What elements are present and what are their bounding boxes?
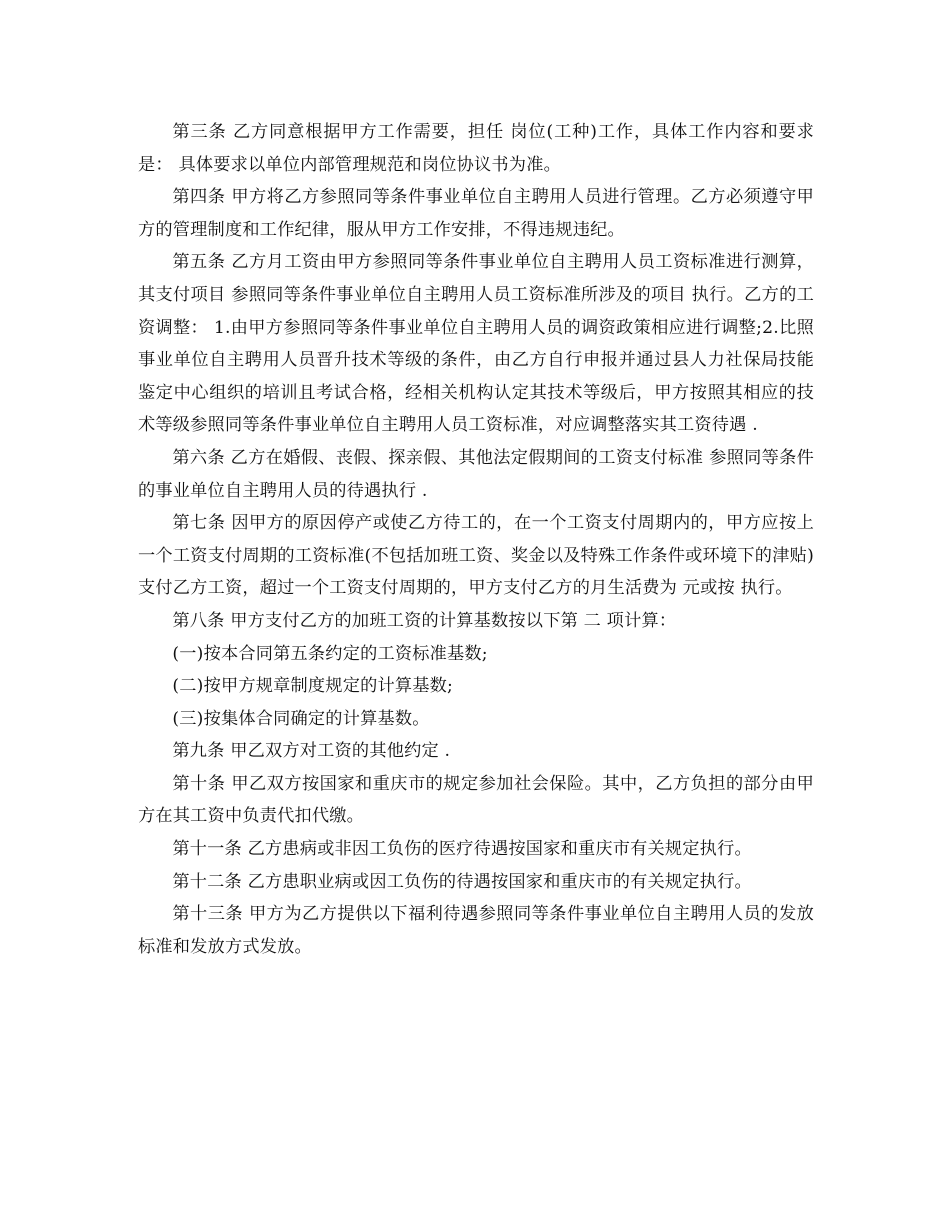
article-8-paragraph: 第八条 甲方支付乙方的加班工资的计算基数按以下第 二 项计算： bbox=[172, 610, 677, 631]
article-10-paragraph: 第十条 甲乙双方按国家和重庆市的规定参加社会保险。其中，乙方负担的部分由甲方在其工资中负责代扣代缴。 bbox=[138, 773, 814, 827]
article-6-paragraph: 第六条 乙方在婚假、丧假、探亲假、其他法定假期间的工资支付标准 参照同等条件的事业单位自主聘用人员的待遇执行 . bbox=[138, 447, 814, 501]
article-5-paragraph: 第五条 乙方月工资由甲方参照同等条件事业单位自主聘用人员工资标准进行测算，其支付项目 参照同等条件事业单位自主聘用人员工资标准所涉及的项目 执行。乙方的工资调整： 1.由甲方参照同等条件事业单位自主聘用人员的调资政策相应进行调整;2.比照事业单位自主聘用人员晋升技术等级的条件，由乙方自行申报并通过县人力社保局技能鉴定中心组织的培训且考试合格，经相关机构认定其技术等级后，甲方按照其相应的技术等级参照同等条件事业单位自主聘用人员工资标准，对应调整落实其工资待遇 . bbox=[138, 252, 814, 436]
article-13-paragraph: 第十三条 甲方为乙方提供以下福利待遇参照同等条件事业单位自主聘用人员的发放标准和发放方式发放。 bbox=[138, 904, 814, 957]
article-3-paragraph: 第三条 乙方同意根据甲方工作需要，担任 岗位(工种)工作，具体工作内容和要求是： 具体要求以单位内部管理规范和岗位协议书为准。 bbox=[138, 122, 814, 175]
article-8-item-3: (三)按集体合同确定的计算基数。 bbox=[172, 708, 430, 729]
document-body bbox=[138, 116, 814, 963]
article-12-paragraph: 第十二条 乙方患职业病或因工负伤的待遇按国家和重庆市的有关规定执行。 bbox=[172, 871, 752, 892]
article-7-paragraph: 第七条 因甲方的原因停产或使乙方待工的，在一个工资支付周期内的，甲方应按上一个工资支付周期的工资标准(不包括加班工资、奖金以及特殊工作条件或环境下的津贴)支付乙方工资，超过一个工资支付周期的，甲方支付乙方的月生活费为 元或按 执行。 bbox=[138, 513, 814, 599]
article-11-paragraph: 第十一条 乙方患病或非因工负伤的医疗待遇按国家和重庆市有关规定执行。 bbox=[172, 839, 752, 860]
article-9-paragraph: 第九条 甲乙双方对工资的其他约定 . bbox=[172, 741, 451, 762]
article-8-item-2: (二)按甲方规章制度规定的计算基数; bbox=[172, 676, 454, 697]
article-4-paragraph: 第四条 甲方将乙方参照同等条件事业单位自主聘用人员进行管理。乙方必须遵守甲方的管理制度和工作纪律，服从甲方工作安排，不得违规违纪。 bbox=[138, 187, 814, 240]
article-8-item-1: (一)按本合同第五条约定的工资标准基数; bbox=[172, 643, 488, 664]
